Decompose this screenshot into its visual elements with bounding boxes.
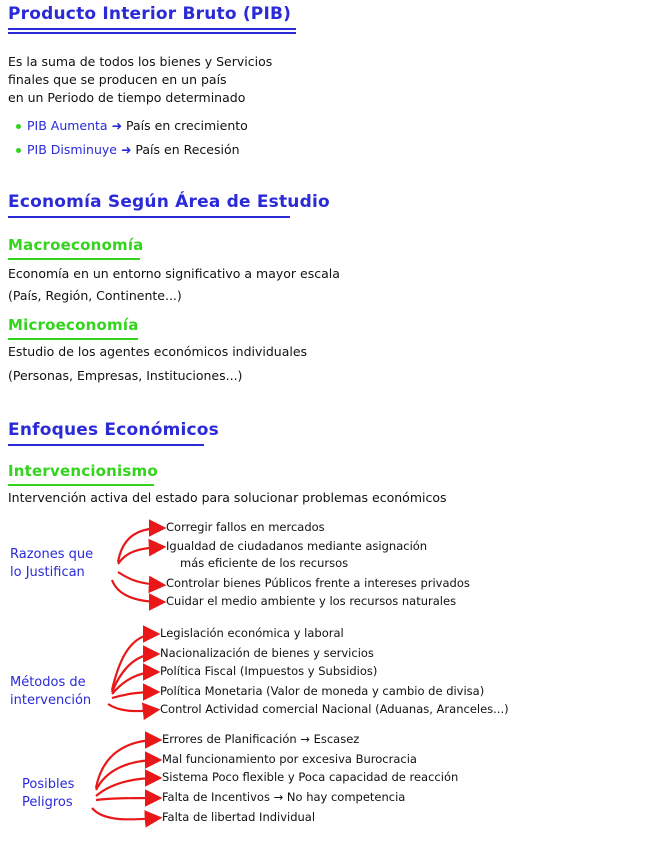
- micro-line-2: (Personas, Empresas, Instituciones...): [8, 368, 243, 383]
- macro-line-2: (País, Región, Continente...): [8, 288, 182, 303]
- arrow-peligro-4: [96, 798, 158, 800]
- razon-item-1: Corregir fallos en mercados: [166, 520, 325, 534]
- pib-definition-line-1: Es la suma de todos los bienes y Servicios: [8, 54, 273, 69]
- metodo-item-3: Política Fiscal (Impuestos y Subsidios): [160, 664, 378, 678]
- micro-title: Microeconomía: [8, 316, 139, 334]
- peligro-item-1: Errores de Planificación → Escasez: [162, 732, 360, 746]
- peligro-item-4: Falta de Incentivos → No hay competencia: [162, 790, 406, 804]
- arrow-right-icon: ➜: [111, 118, 127, 133]
- peligros-label-line-2: Peligros: [22, 795, 73, 810]
- razon-item-4: Cuidar el medio ambiente y los recursos naturales: [166, 594, 457, 608]
- razones-label-line-1: Razones que: [10, 547, 94, 562]
- metodo-item-2: Nacionalización de bienes y servicios: [160, 646, 374, 660]
- metodos-label-line-1: Métodos de: [10, 675, 86, 690]
- peligro-item-2: Mal funcionamiento por excesiva Burocracia: [162, 752, 417, 766]
- arrow-metodo-4: [112, 692, 156, 698]
- arrow-razon-2: [118, 547, 162, 564]
- arrow-peligro-5: [92, 808, 158, 819]
- pib-definition-line-3: en un Periodo de tiempo determinado: [8, 90, 246, 105]
- razon-item-2-cont: más eficiente de los recursos: [180, 556, 349, 570]
- macro-title: Macroeconomía: [8, 236, 144, 254]
- arrow-metodo-5: [108, 704, 156, 711]
- intervencionismo-definition: Intervención activa del estado para solucionar problemas económicos: [8, 490, 447, 505]
- razon-item-2: Igualdad de ciudadanos mediante asignación: [166, 539, 428, 553]
- peligro-item-5: Falta de libertad Individual: [162, 810, 316, 824]
- macro-line-1: Economía en un entorno significativo a mayor escala: [8, 266, 340, 281]
- razones-label-line-2: lo Justifican: [10, 565, 85, 580]
- economia-title: Economía Según Área de Estudio: [8, 192, 330, 212]
- micro-line-1: Estudio de los agentes económicos individuales: [8, 344, 308, 359]
- metodos-label-line-2: intervención: [10, 693, 92, 708]
- intervencionismo-title: Intervencionismo: [8, 462, 158, 480]
- pib-aumenta: PIB Aumenta: [27, 118, 108, 133]
- peligros-label-line-1: Posibles: [22, 777, 75, 792]
- arrow-razon-4: [112, 580, 162, 602]
- pib-disminuye: PIB Disminuye: [27, 142, 117, 157]
- arrow-razon-3: [118, 572, 162, 585]
- arrow-right-icon: ➜: [120, 142, 136, 157]
- metodo-item-4: Política Monetaria (Valor de moneda y cambio de divisa): [160, 684, 485, 698]
- metodo-item-1: Legislación económica y laboral: [160, 626, 344, 640]
- arrow-peligro-3: [96, 778, 158, 796]
- metodo-item-5: Control Actividad comercial Nacional (Aduanas, Aranceles...): [160, 702, 509, 716]
- pib-definition-line-2: finales que se producen en un país: [8, 72, 227, 87]
- arrow-metodo-3: [112, 672, 156, 694]
- enfoques-title: Enfoques Económicos: [8, 420, 219, 440]
- pib-title: Producto Interior Bruto (PIB): [8, 4, 292, 24]
- razon-item-3: Controlar bienes Públicos frente a intereses privados: [166, 576, 470, 590]
- peligro-item-3: Sistema Poco flexible y Poca capacidad de reacción: [162, 770, 459, 784]
- pais-recesion: País en Recesión: [135, 142, 240, 157]
- pais-crecimiento: País en crecimiento: [126, 118, 248, 133]
